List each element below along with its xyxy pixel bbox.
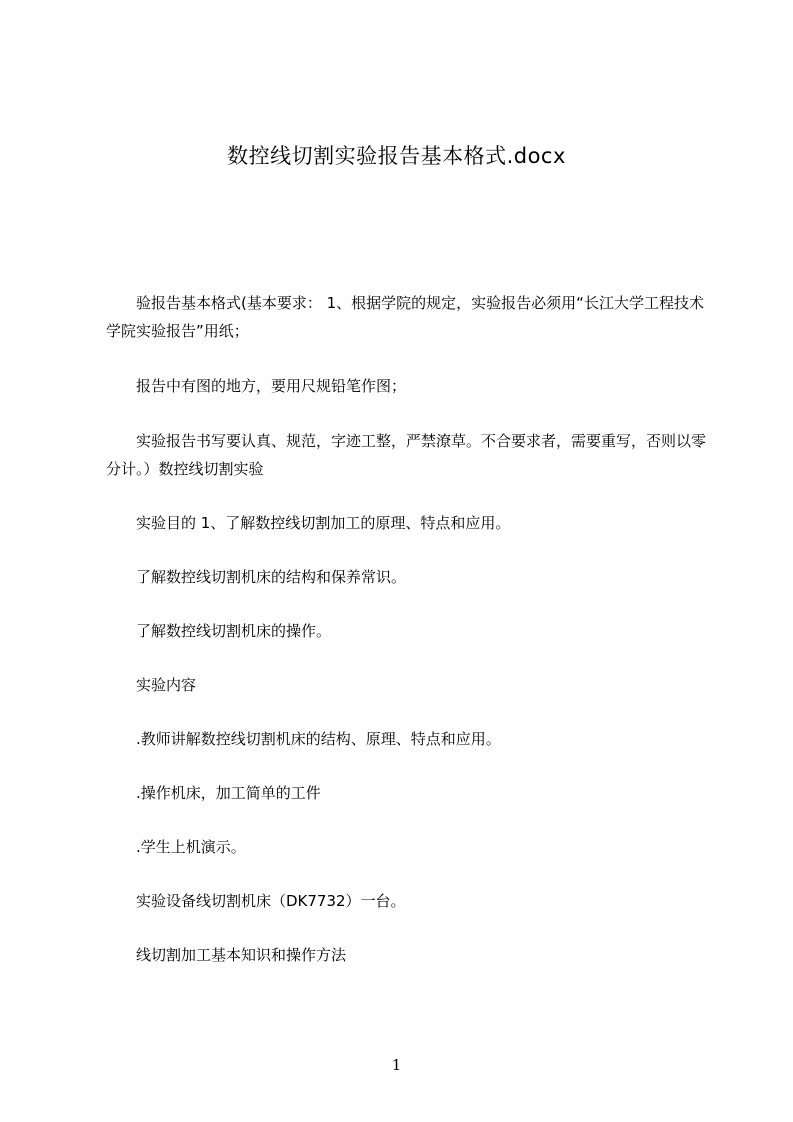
paragraph-writing-rule: 实验报告书写要认真、规范，字迹工整，严禁潦草。不合要求者，需要重写，否则以零分计。）数控线切割实验 [106, 432, 707, 478]
page-number: 1 [391, 1056, 402, 1074]
paragraph-basic-requirements: 验报告基本格式(基本要求： 1、根据学院的规定，实验报告必须用“长江大学工程技术学院实验报告”用纸； [106, 294, 704, 340]
paragraph-content-teacher: .教师讲解数控线切割机床的结构、原理、特点和应用。 [136, 730, 501, 748]
paragraph-drawing-rule: 报告中有图的地方，要用尺规铅笔作图； [136, 377, 407, 395]
paragraph-content-operate: .操作机床，加工简单的工件 [136, 784, 321, 802]
document-body [106, 289, 711, 969]
paragraph-purpose: 实验目的 1、了解数控线切割加工的原理、特点和应用。 [136, 514, 511, 532]
document-title: 数控线切割实验报告基本格式.docx [227, 144, 566, 168]
paragraph-content-heading: 实验内容 [136, 676, 197, 694]
paragraph-content-student: .学生上机演示。 [136, 838, 246, 856]
paragraph-methods-heading: 线切割加工基本知识和操作方法 [136, 946, 347, 964]
paragraph-purpose-operation: 了解数控线切割机床的操作。 [136, 622, 332, 640]
paragraph-purpose-structure: 了解数控线切割机床的结构和保养常识。 [136, 568, 407, 586]
paragraph-equipment: 实验设备线切割机床（DK7732）一台。 [136, 892, 406, 910]
